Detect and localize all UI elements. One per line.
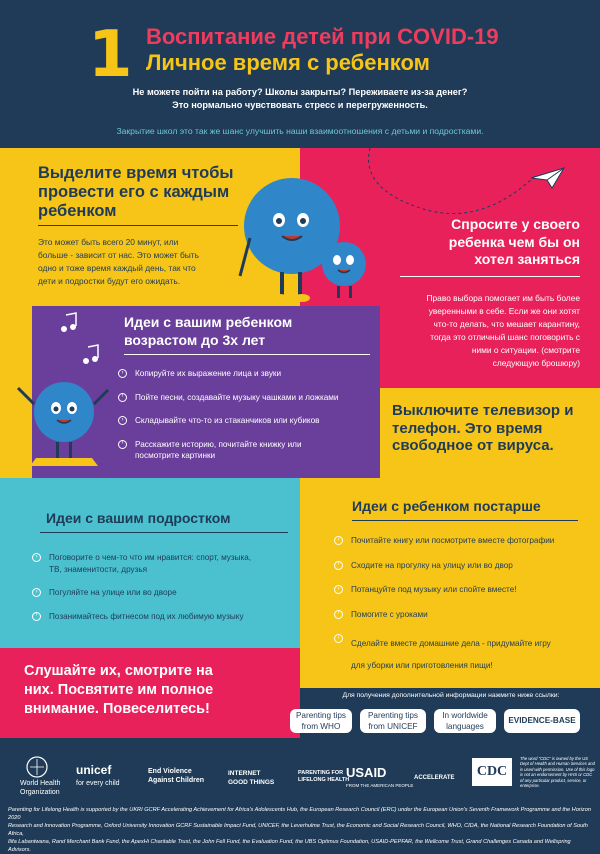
- list-item: [32, 552, 298, 575]
- cdc-note: The word "CDC" is owned by the US Dept of Health and Human Services and is used with permission. Use of this logo is not an endorsement by HHS or CDC of any particular product, service, or enterprise.: [520, 756, 595, 789]
- title-line-1: Воспитание детей при COVID-19: [146, 24, 499, 49]
- link-label: languages: [446, 721, 484, 731]
- list-item: [334, 535, 596, 547]
- parenting-logo: [298, 770, 349, 784]
- list-item-text: Сходите на прогулку на улицу или во двор: [351, 560, 513, 570]
- list-item: [334, 633, 596, 677]
- music-note-icon: [60, 312, 80, 334]
- list-item-text: Поговорите о чем-то что им нравится: спорт, музыка,: [49, 553, 252, 562]
- listen-line: Слушайте их, смотрите на: [24, 663, 213, 679]
- header-note: Закрытие школ это так же шанс улучшить наши взаимоотношения с детьми и подростками.: [116, 126, 484, 136]
- listen-text: [24, 662, 213, 719]
- subtitle-line-1: Не можете пойти на работу? Школы закрыты? Переживаете из-за денег?: [132, 87, 468, 97]
- link-evidence-button[interactable]: EVIDENCE-BASE: [504, 709, 580, 733]
- listen-line: них. Посвятите им полное: [24, 682, 214, 698]
- divider: [400, 276, 580, 277]
- blue-characters-illustration: [232, 168, 372, 304]
- divider: [38, 225, 238, 226]
- list-item: [334, 584, 596, 596]
- list-item-text: Помогите с уроками: [351, 609, 428, 619]
- link-languages-button[interactable]: [434, 709, 496, 733]
- list-item-text: посмотрите картинки: [135, 451, 216, 460]
- time-body-line: больше - зависит от нас. Это может быть: [38, 250, 199, 260]
- list-item-text: для уборки или приготовления пищи!: [351, 661, 493, 670]
- link-label: In worldwide: [442, 711, 488, 720]
- tv-line: телефон. Это время: [392, 419, 543, 437]
- divider: [124, 354, 370, 355]
- list-item: [32, 611, 298, 623]
- paper-plane-icon: [530, 166, 566, 190]
- credits: [8, 806, 592, 854]
- older-list: [334, 535, 596, 677]
- ask-body-line: тогда это отличный шанс поговорить с: [430, 332, 580, 342]
- list-item: [118, 415, 380, 427]
- who-emblem-icon: [26, 756, 48, 778]
- list-item: [118, 439, 380, 462]
- list-item-text: Потанцуйте под музыку или спойте вместе!: [351, 585, 517, 594]
- ask-body-line: уверенными в себе. Если же они хотят: [428, 306, 580, 316]
- time-heading-line: провести его с каждым: [38, 183, 230, 201]
- usaid-logo: USAID: [346, 765, 387, 780]
- list-item: [118, 368, 380, 380]
- chevron-right-icon: ›: [118, 416, 127, 425]
- time-body: [38, 236, 199, 288]
- link-who-button[interactable]: [290, 709, 352, 733]
- list-item-text: Пойте песни, создавайте музыку чашками и ложками: [135, 392, 339, 402]
- unicef-logo: unicef: [76, 763, 112, 777]
- logo-text: LIFELONG HEALTH: [298, 777, 350, 783]
- chevron-right-icon: ›: [334, 634, 343, 643]
- list-item-text: Складывайте что-то из стаканчиков или кубиков: [135, 416, 320, 425]
- link-unicef-button[interactable]: [360, 709, 426, 733]
- list-item-text: Почитайте книгу или посмотрите вместе фотографии: [351, 536, 555, 545]
- list-item: [118, 392, 380, 404]
- ask-heading-line: Спросите у своего: [451, 216, 580, 232]
- list-item: [334, 609, 596, 621]
- tv-line: свободное от вируса.: [392, 437, 554, 454]
- who-logo: [20, 780, 60, 797]
- blue-character-illustration: [14, 372, 114, 468]
- list-item: [334, 560, 596, 572]
- baby-heading-line: Идеи с вашим ребенком: [124, 314, 293, 330]
- divider: [352, 520, 578, 521]
- credits-line: Ilifa Labantwana, Rand Merchant Bank Fund, the ApexHi Charitable Trust, the John Fell Fund, the Evaluation Fund, the UBS Optimus Foundation, USAID-PEPFAR, the Wellcome Trust, Grand Challenges Canada and Wellspring Advisors.: [8, 839, 571, 853]
- subtitle-line-2: Это нормально чувствовать стресс и перегруженность.: [172, 99, 428, 110]
- logo-text: World Health: [20, 780, 61, 787]
- teen-heading: Идеи с вашим подростком: [46, 510, 231, 526]
- list-item-text: Сделайте вместе домашние дела - придумайте игру: [351, 639, 551, 648]
- time-heading-line: Выделите время чтобы: [38, 164, 234, 182]
- chevron-right-icon: ›: [32, 612, 41, 621]
- end-violence-logo: [148, 768, 204, 785]
- list-item-text: Расскажите историю, почитайте книжку или: [135, 439, 302, 449]
- link-label: from UNICEF: [368, 721, 418, 731]
- list-item-text: Позанимайтесь фитнесом под их любимую музыку: [49, 611, 244, 621]
- list-item-text: Погуляйте на улице или во дворе: [49, 588, 177, 597]
- ask-body: [386, 292, 580, 370]
- tv-text: [392, 402, 574, 455]
- logo-text: GOOD THINGS: [228, 778, 275, 786]
- chevron-right-icon: ›: [334, 561, 343, 570]
- iogt-logo: [228, 770, 274, 787]
- chevron-right-icon: ›: [118, 440, 127, 449]
- older-heading: Идеи с ребенком постарше: [352, 498, 541, 514]
- credits-line: Research and Innovation Programme, Oxford University Innovation GCRF Sustainable Impact Fund, UNICEF, the Leverhulme Trust, the Economic and Social Research Council, WHO, CIDA, the National Research Foundation of South Africa,: [8, 823, 588, 837]
- title-line-2: Личное время с ребенком: [146, 50, 430, 75]
- chevron-right-icon: ›: [118, 393, 127, 402]
- logo-text: Organization: [20, 788, 60, 796]
- ask-heading-line: ребенка чем бы он: [448, 233, 580, 250]
- music-note-icon: [82, 344, 102, 366]
- listen-line: внимание. Повеселитесь!: [24, 701, 210, 717]
- tv-line: Выключите телевизор и: [392, 402, 574, 419]
- time-body-line: одно и тоже время каждый день, так что: [38, 263, 196, 273]
- link-label: from WHO: [301, 721, 341, 731]
- list-item: [32, 587, 298, 599]
- baby-heading: [124, 314, 292, 349]
- chevron-right-icon: ›: [32, 553, 41, 562]
- chevron-right-icon: ›: [118, 369, 127, 378]
- baby-heading-line: возрастом до 3х лет: [124, 331, 266, 348]
- teen-list: [32, 552, 298, 622]
- ask-heading-line: хотел заняться: [474, 251, 580, 267]
- time-body-line: дети и подростки будут его ожидать.: [38, 276, 181, 286]
- credits-line: Parenting for Lifelong Health is supported by the UKRI GCRF Accelerating Achievement for Africa's Adolescents Hub, the European Research Council (ERC) under the European Union's Seventh Framework Programme and the Horizon 2020: [8, 807, 591, 821]
- list-item-text: Копируйте их выражение лица и звуки: [135, 369, 282, 378]
- chevron-right-icon: ›: [32, 588, 41, 597]
- baby-list: [118, 368, 380, 462]
- link-label: Parenting tips: [295, 711, 347, 720]
- ask-body-line: что-то делать, что мешает карантину,: [433, 319, 580, 329]
- ask-body-line: ними о ситуации. (смотрите: [471, 345, 580, 355]
- time-heading-line: ребенком: [38, 202, 117, 220]
- accelerate-logo: ACCELERATE: [414, 775, 455, 781]
- links-caption: Для получения дополнительной информации нажмите ниже ссылки:: [342, 692, 560, 699]
- ask-body-line: следующую брошюру): [492, 358, 580, 368]
- chevron-right-icon: ›: [334, 536, 343, 545]
- cdc-logo: CDC: [472, 758, 512, 786]
- ask-heading: [396, 216, 580, 269]
- usaid-tagline: FROM THE AMERICAN PEOPLE: [346, 783, 414, 788]
- subtitle: [0, 86, 600, 111]
- logo-text: Against Children: [148, 776, 205, 784]
- ask-body-line: Право выбора помогает им быть более: [426, 293, 580, 303]
- link-label: Parenting tips: [367, 711, 419, 720]
- list-item-text: ТВ, знаменитости, друзья: [49, 564, 148, 574]
- chevron-right-icon: ›: [334, 585, 343, 594]
- time-heading: [38, 164, 234, 221]
- chevron-right-icon: ›: [334, 610, 343, 619]
- section-number: 1: [88, 18, 133, 92]
- time-body-line: Это может быть всего 20 минут, или: [38, 237, 179, 247]
- logo-text: INTERNET: [228, 770, 261, 777]
- logo-text: End Violence: [148, 768, 192, 775]
- unicef-tagline: for every child: [76, 780, 120, 787]
- logo-text: PARENTING FOR: [298, 770, 344, 776]
- divider: [40, 532, 288, 533]
